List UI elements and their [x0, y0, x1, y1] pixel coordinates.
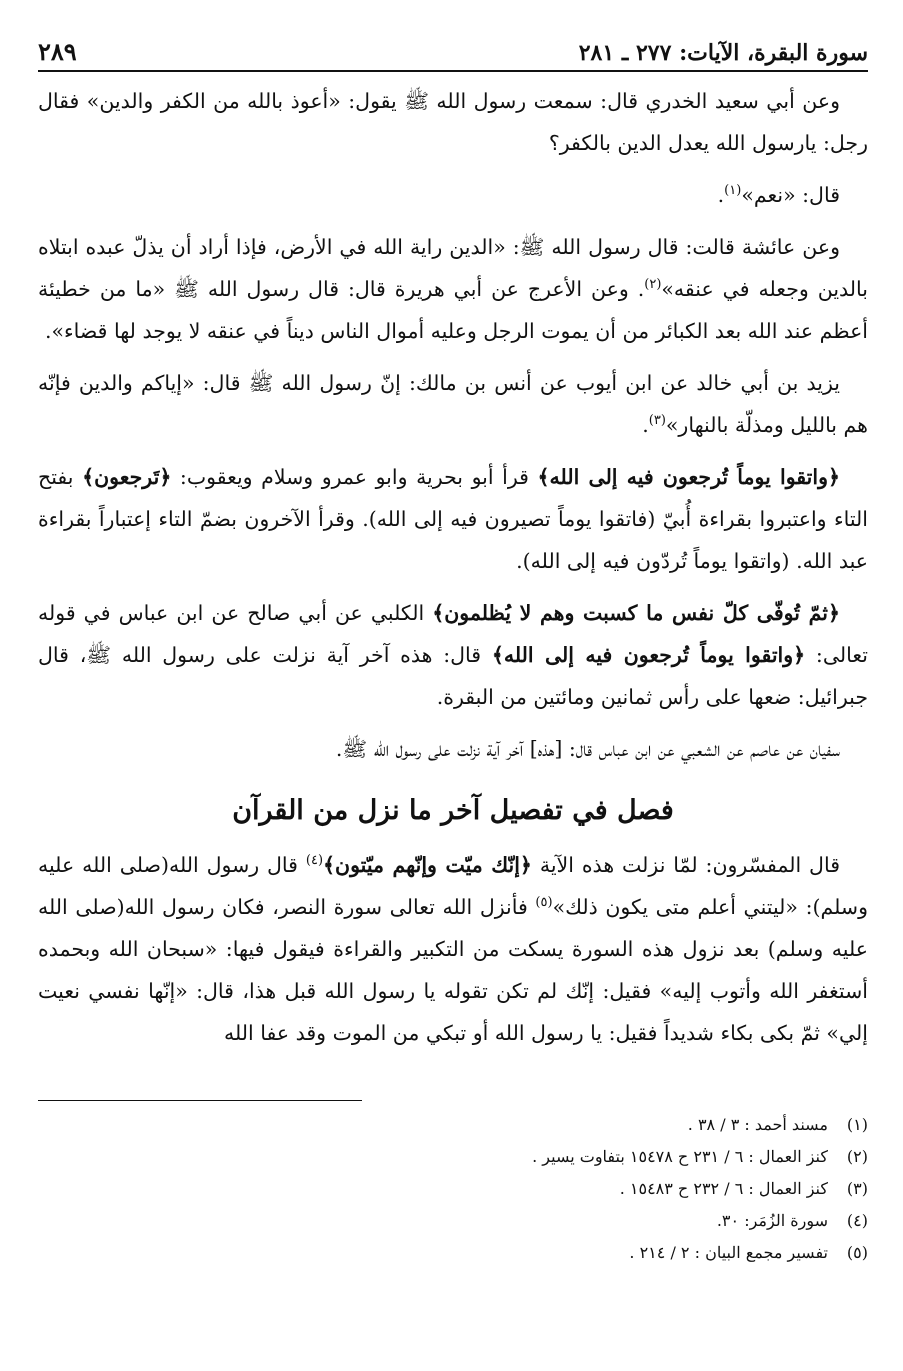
- paragraph: ﴿واتقوا يوماً تُرجعون فيه إلى الله﴾ قرأ أبو بحرية وابو عمرو وسلام ويعقوب: ﴿تَرجعون﴾ بفتح التاء واعتبروا بقراءة أُبيّ (فاتقوا يوماً تصيرون فيه إلى الله). وقرأ الآخرون بضمّ التاء إعتباراً بقراءة عبد الله. (واتقوا يوماً تُردّون فيه إلى الله).: [38, 465, 868, 573]
- page-number: ٢٨٩: [38, 37, 77, 66]
- paragraph: قال: «نعم»$^{(١)}$.: [717, 183, 840, 207]
- quran-verse: ﴿واتقوا يوماً تُرجعون فيه إلى الله﴾: [491, 643, 806, 667]
- quran-verse: ﴿إنّك ميّت وإنّهم ميّتون﴾: [323, 853, 532, 877]
- footnotes: [38, 1109, 868, 1269]
- footnote-ref: (١): [724, 183, 742, 199]
- paragraph: ﴿ثمّ تُوفّى كلّ نفس ما كسبت وهم لا يُظلمون﴾ الكلبي عن أبي صالح عن ابن عباس في قوله تعالى: ﴿واتقوا يوماً تُرجعون فيه إلى الله﴾ قال: هذه آخر آية نزلت على رسول الله ﷺ، قال جبرائيل: ضعها على رأس ثمانين ومائتين من البقرة.: [38, 601, 868, 709]
- quran-verse: ﴿واتقوا يوماً تُرجعون فيه إلى الله﴾: [537, 465, 840, 489]
- footnote: (٥) تفسير مجمع البيان : ٢ / ٢١٤ .: [629, 1243, 868, 1262]
- main-text: [38, 80, 868, 1054]
- footnote: (١) مسند أحمد : ٣ / ٣٨ .: [687, 1115, 868, 1134]
- footnote-ref: (٥): [535, 895, 553, 911]
- section-title: فصل في تفصيل آخر ما نزل من القرآن: [232, 795, 674, 826]
- page: [38, 30, 868, 1064]
- paragraph: وعن عائشة قالت: قال رسول الله ﷺ: «الدين راية الله في الأرض، فإذا أراد أن يذلّ عبده ابتلاه بالدين وجعله في عنقه»$^{(٢)}$. وعن الأعرج عن أبي هريرة قال: قال رسول الله ﷺ «ما من خطيئة أعظم عند الله بعد الكبائر من أن يموت الرجل وعليه أموال الناس ديناً في عنقه لا يوجد لها قضاء».: [38, 235, 869, 343]
- paragraph: قال المفسّرون: لمّا نزلت هذه الآية ﴿إنّك ميّت وإنّهم ميّتون﴾$^{(٤)}$ قال رسول الله(صلى الله عليه وسلم): «ليتني أعلم متى يكون ذلك»$^{(٥)}$ فأنزل الله تعالى سورة النصر، فكان رسول الله(صلى الله عليه وسلم) بعد نزول هذه السورة يسكت من التكبير والقراءة فيقول فيها: «سبحان الله وبحمده أستغفر الله وأتوب إليه» فقيل: إنّك لم تكن تقوله يا رسول الله قبل هذا، قال: «إنّها نفسي نعيت إلي» ثمّ بكى بكاء شديداً فقيل: يا رسول الله أو تبكي من الموت وقد عفا الله: [38, 853, 869, 1045]
- quran-verse: ﴿ثمّ تُوفّى كلّ نفس ما كسبت وهم لا يُظلمون﴾: [432, 601, 840, 625]
- paragraph: يزيد بن أبي خالد عن ابن أيوب عن أنس بن مالك: إنّ رسول الله ﷺ قال: «إياكم والدين فإنّه هم بالليل ومذلّة بالنهار»$^{(٣)}$.: [38, 371, 868, 437]
- paragraph: وعن أبي سعيد الخدري قال: سمعت رسول الله ﷺ يقول: «أعوذ بالله من الكفر والدين» فقال رجل: يارسول الله يعدل الدين بالكفر؟: [38, 89, 868, 155]
- footnote-ref: (٢): [644, 277, 662, 293]
- footnote: (٤) سورة الزُمَر: ٣٠.: [716, 1211, 868, 1230]
- running-title: سورة البقرة، الآيات: ٢٧٧ ـ ٢٨١: [578, 40, 868, 66]
- quran-verse: ﴿تَرجعون﴾: [82, 465, 172, 489]
- footnote: (٢) كنز العمال : ٦ / ٢٣١ ح ١٥٤٧٨ بتفاوت يسير .: [532, 1147, 868, 1166]
- header-rule: [38, 70, 868, 72]
- footnote-ref: (٣): [648, 413, 666, 429]
- footnote: (٣) كنز العمال : ٦ / ٢٣٢ ح ١٥٤٨٣ .: [619, 1179, 868, 1198]
- page-header: [38, 30, 868, 66]
- footnote-ref: (٤): [305, 853, 324, 869]
- paragraph: سفيان عن عاصم عن الشعبي عن ابن عباس قال: [هذه] آخر آية نزلت على رسول الله ﷺ.: [335, 737, 840, 761]
- footnote-rule: [38, 1100, 362, 1101]
